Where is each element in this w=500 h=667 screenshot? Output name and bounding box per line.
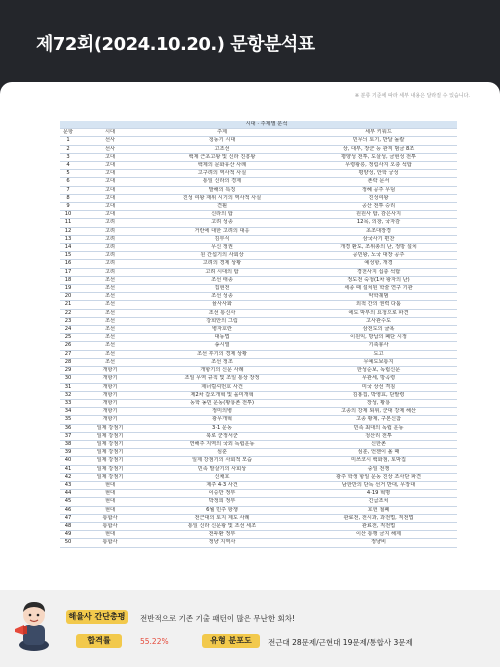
table-row xyxy=(60,481,457,489)
row-topic: 율사사화 xyxy=(144,301,300,309)
row-keywords: 정도전 숙청(1차 왕자의 난) xyxy=(300,276,457,284)
row-topic: 진성 여왕 재위 시기의 역사적 사실 xyxy=(144,194,300,202)
row-topic: 고조선 xyxy=(144,145,300,153)
row-era: 통합사 xyxy=(76,539,144,547)
table-row xyxy=(60,153,457,161)
row-keywords: 청산리 전투 xyxy=(300,432,457,440)
table-row xyxy=(60,539,457,547)
row-number: 38 xyxy=(60,440,76,448)
table-row xyxy=(60,506,457,514)
row-topic: 개항기의 신문 사례 xyxy=(144,367,300,375)
row-number: 43 xyxy=(60,481,76,489)
row-number: 21 xyxy=(60,301,76,309)
row-era: 고려 xyxy=(76,268,144,276)
row-keywords: 개경 환도, 조위총의 난, 정방 설치 xyxy=(300,244,457,252)
row-topic: 원 간섭기의 사회상 xyxy=(144,252,300,260)
pass-rate-value: 55.22% xyxy=(140,637,169,646)
row-era: 고려 xyxy=(76,235,144,243)
table-row xyxy=(60,457,457,465)
row-era: 고대 xyxy=(76,211,144,219)
row-era: 현대 xyxy=(76,498,144,506)
row-era: 일제 강점기 xyxy=(76,440,144,448)
row-keywords: 남한만의 단독 선거 반대, 무장대 xyxy=(300,481,457,489)
review-tag: 해율사 간단총평 xyxy=(66,610,128,624)
row-era: 조선 xyxy=(76,358,144,366)
table-row xyxy=(60,309,457,317)
table-row xyxy=(60,416,457,424)
table-row xyxy=(60,186,457,194)
table-row xyxy=(60,293,457,301)
table-body xyxy=(60,137,457,547)
row-keywords: 민무늬 토기, 반달 돌칼 xyxy=(300,137,457,145)
row-era: 선사 xyxy=(76,145,144,153)
row-era: 현대 xyxy=(76,490,144,498)
row-number: 4 xyxy=(60,162,76,170)
row-era: 조선 xyxy=(76,285,144,293)
row-keywords: 광주 학생 항일 운동 진상 조사단 파견 xyxy=(300,473,457,481)
row-era: 개항기 xyxy=(76,375,144,383)
row-topic: 통일 신라 신문왕 및 조선 세조 xyxy=(144,522,300,530)
row-keywords: 정혜 공주 무덤 xyxy=(300,186,457,194)
row-keywords: 예성항, 개경 xyxy=(300,260,457,268)
row-topic: 박정희 정부 xyxy=(144,498,300,506)
row-topic: 일제 강점기의 사회적 모습 xyxy=(144,457,300,465)
row-number: 33 xyxy=(60,399,76,407)
row-number: 31 xyxy=(60,383,76,391)
row-keywords: 상, 대부, 장군 등 관직 범금 8조 xyxy=(300,145,457,153)
row-number: 26 xyxy=(60,342,76,350)
row-number: 27 xyxy=(60,350,76,358)
row-number: 36 xyxy=(60,424,76,432)
row-number: 30 xyxy=(60,375,76,383)
table-row xyxy=(60,350,457,358)
table-row xyxy=(60,137,457,145)
row-number: 15 xyxy=(60,252,76,260)
row-number: 39 xyxy=(60,449,76,457)
row-keywords: 촌락 문서 xyxy=(300,178,457,186)
row-topic: 백제의 문화유산 사례 xyxy=(144,162,300,170)
row-keywords: 진성여왕 xyxy=(300,194,457,202)
row-number: 48 xyxy=(60,522,76,530)
row-era: 조선 xyxy=(76,301,144,309)
row-number: 10 xyxy=(60,211,76,219)
row-keywords: 무예도보통지 xyxy=(300,358,457,366)
row-keywords: 세종 때 설치된 학술 연구 기관 xyxy=(300,285,457,293)
row-era: 고려 xyxy=(76,227,144,235)
table-row xyxy=(60,432,457,440)
table-row xyxy=(60,514,457,522)
row-era: 통합사 xyxy=(76,514,144,522)
table-row xyxy=(60,162,457,170)
table-row xyxy=(60,145,457,153)
row-keywords: 신한촌 xyxy=(300,440,457,448)
row-era: 개항기 xyxy=(76,391,144,399)
row-keywords: 미쓰코시 백화점, 토막집 xyxy=(300,457,457,465)
mascot-megaphone-icon xyxy=(14,595,54,651)
table-row xyxy=(60,408,457,416)
row-era: 현대 xyxy=(76,506,144,514)
row-era: 일제 강점기 xyxy=(76,473,144,481)
row-keywords: 평양성 전투, 도살성, 금현성 전투 xyxy=(300,153,457,161)
row-keywords: 평양성, 안학 궁성 xyxy=(300,170,457,178)
row-keywords: 민족 최대의 독립 운동 xyxy=(300,424,457,432)
table-section-title: 시대 · 주제별 분석 xyxy=(76,121,457,129)
row-topic: 정미의병 xyxy=(144,408,300,416)
row-topic: 조일 무역 규칙 및 조일 통상 장정 xyxy=(144,375,300,383)
row-number: 45 xyxy=(60,498,76,506)
row-number: 42 xyxy=(60,473,76,481)
row-era: 일제 강점기 xyxy=(76,424,144,432)
table-row xyxy=(60,399,457,407)
row-era: 일제 강점기 xyxy=(76,449,144,457)
row-era: 고대 xyxy=(76,203,144,211)
row-keywords: 공산 전투 승리 xyxy=(300,203,457,211)
row-keywords: 경천사지 십층 석탑 xyxy=(300,268,457,276)
table-row xyxy=(60,334,457,342)
table-row xyxy=(60,219,457,227)
row-number: 18 xyxy=(60,276,76,284)
row-topic: 송시열 xyxy=(144,342,300,350)
row-number: 23 xyxy=(60,317,76,325)
table-row xyxy=(60,358,457,366)
row-topic: 견훤 xyxy=(144,203,300,211)
row-keywords: 한성순보, 독립신문 xyxy=(300,367,457,375)
row-number: 3 xyxy=(60,153,76,161)
row-era: 조선 xyxy=(76,334,144,342)
row-keywords: 12목, 의창, 국자감 xyxy=(300,219,457,227)
row-era: 조선 xyxy=(76,317,144,325)
row-topic: 동학 농민 운동(황룡촌 전투) xyxy=(144,399,300,407)
row-topic: 신채호 xyxy=(144,473,300,481)
row-era: 조선 xyxy=(76,309,144,317)
row-topic: 고려의 경제 상황 xyxy=(144,260,300,268)
row-keywords: 중일 전쟁 xyxy=(300,465,457,473)
row-number: 22 xyxy=(60,309,76,317)
row-topic: 광무개혁 xyxy=(144,416,300,424)
row-keywords: 에도 막부의 요청으로 파견 xyxy=(300,309,457,317)
row-keywords: 호헌 철폐 xyxy=(300,506,457,514)
table-row xyxy=(60,285,457,293)
table-row xyxy=(60,194,457,202)
table-row xyxy=(60,449,457,457)
row-topic: 집현전 xyxy=(144,285,300,293)
row-topic: 심훈 xyxy=(144,449,300,457)
row-number: 12 xyxy=(60,227,76,235)
row-number: 25 xyxy=(60,334,76,342)
row-keywords: 무관세, 방곡령 xyxy=(300,375,457,383)
row-topic: 무신 정권 xyxy=(144,244,300,252)
pass-rate-tag: 합격률 xyxy=(76,634,122,648)
row-topic: 강희안의 그림 xyxy=(144,317,300,325)
table-row xyxy=(60,326,457,334)
row-number: 49 xyxy=(60,531,76,539)
table-row xyxy=(60,317,457,325)
table-row xyxy=(60,383,457,391)
row-era: 개항기 xyxy=(76,383,144,391)
row-keywords: 고종 황제, 구본신참 xyxy=(300,416,457,424)
type-distribution-text: 전근대 28문제/근현대 19문제/통합사 3문제 xyxy=(268,638,413,647)
row-topic: 제주 4·3 사건 xyxy=(144,481,300,489)
row-keywords: 관료전, 전시과, 과전법, 직전법 xyxy=(300,514,457,522)
row-topic: 전근대의 토지 제도 사례 xyxy=(144,514,300,522)
row-topic: 거란에 대한 고려의 대응 xyxy=(144,227,300,235)
row-era: 현대 xyxy=(76,531,144,539)
page-title: 제72회(2024.10.20.) 문항분석표 xyxy=(36,34,315,55)
row-topic: 병자호란 xyxy=(144,326,300,334)
row-topic: 김부식 xyxy=(144,235,300,243)
row-era: 고대 xyxy=(76,178,144,186)
table-row xyxy=(60,301,457,309)
table-row xyxy=(60,367,457,375)
row-topic: 통일 신라의 경제 xyxy=(144,178,300,186)
row-keywords: 이원익, 방납의 폐단 시정 xyxy=(300,334,457,342)
table-row xyxy=(60,522,457,530)
row-era: 개항기 xyxy=(76,399,144,407)
row-era: 고대 xyxy=(76,186,144,194)
table-row xyxy=(60,244,457,252)
table-row xyxy=(60,498,457,506)
row-keywords: 심훈, 언젠이 올 때 xyxy=(300,449,457,457)
row-number: 8 xyxy=(60,194,76,202)
table-row xyxy=(60,342,457,350)
row-keywords: 초조대장경 xyxy=(300,227,457,235)
row-era: 현대 xyxy=(76,481,144,489)
row-topic: 제2차 갑오개혁 및 을미개혁 xyxy=(144,391,300,399)
row-keywords: 관료전, 직전법 xyxy=(300,522,457,530)
column-header-number: 문항 xyxy=(60,129,76,137)
column-header-topic: 주제 xyxy=(144,129,300,137)
table-row xyxy=(60,440,457,448)
table-row xyxy=(60,465,457,473)
table-row xyxy=(60,490,457,498)
row-keywords: 공민왕, 노국 대장 공주 xyxy=(300,252,457,260)
row-topic: 발해의 특징 xyxy=(144,186,300,194)
row-number: 13 xyxy=(60,235,76,243)
row-topic: 정냥 지역사 xyxy=(144,539,300,547)
row-era: 일제 강점기 xyxy=(76,457,144,465)
row-number: 47 xyxy=(60,514,76,522)
row-topic: 고려 시대의 탑 xyxy=(144,268,300,276)
row-topic: 3·1 운동 xyxy=(144,424,300,432)
row-era: 고대 xyxy=(76,170,144,178)
column-header-era: 시대 xyxy=(76,129,144,137)
row-era: 선사 xyxy=(76,137,144,145)
row-topic: 민족 말살기의 사회상 xyxy=(144,465,300,473)
table-row xyxy=(60,235,457,243)
table-row xyxy=(60,268,457,276)
table-row xyxy=(60,252,457,260)
row-number: 46 xyxy=(60,506,76,514)
row-number: 34 xyxy=(60,408,76,416)
row-topic: 신라의 탑 xyxy=(144,211,300,219)
row-number: 24 xyxy=(60,326,76,334)
row-topic: 연해주 지역의 국외 독립운동 xyxy=(144,440,300,448)
row-keywords: 무령왕릉, 정림사지 오층 석탑 xyxy=(300,162,457,170)
row-topic: 북로 군정서군 xyxy=(144,432,300,440)
row-number: 44 xyxy=(60,490,76,498)
review-text: 전반적으로 기존 기출 패턴이 많은 무난한 회차! xyxy=(140,614,295,623)
table-row xyxy=(60,227,457,235)
row-topic: 고려 성종 xyxy=(144,219,300,227)
row-number: 50 xyxy=(60,539,76,547)
row-number: 14 xyxy=(60,244,76,252)
row-topic: 대동법 xyxy=(144,334,300,342)
row-era: 일제 강점기 xyxy=(76,432,144,440)
row-keywords: 고종의 강제 퇴위, 군대 강제 해산 xyxy=(300,408,457,416)
row-number: 5 xyxy=(60,170,76,178)
row-keywords: 4·19 혁명 xyxy=(300,490,457,498)
row-keywords: 기축봉사 xyxy=(300,342,457,350)
row-number: 28 xyxy=(60,358,76,366)
row-topic: 조선 후기의 경제 상황 xyxy=(144,350,300,358)
row-keywords: 도고 xyxy=(300,350,457,358)
row-era: 개항기 xyxy=(76,367,144,375)
row-number: 6 xyxy=(60,178,76,186)
row-topic: 조선 태종 xyxy=(144,276,300,284)
row-keywords: 삼국사기 편찬 xyxy=(300,235,457,243)
table-row xyxy=(60,260,457,268)
table-row xyxy=(60,276,457,284)
row-number: 37 xyxy=(60,432,76,440)
row-keywords: 미국 상선 격침 xyxy=(300,383,457,391)
classification-note: ※ 분류 기준에 따라 세부 내용은 달라질 수 있습니다. xyxy=(354,93,470,99)
row-topic: 이승만 정부 xyxy=(144,490,300,498)
row-number: 40 xyxy=(60,457,76,465)
row-topic: 조선 성종 xyxy=(144,293,300,301)
table-row xyxy=(60,170,457,178)
row-topic: 조선 정조 xyxy=(144,358,300,366)
row-topic: 제너럴셔먼호 사건 xyxy=(144,383,300,391)
column-header-keywords: 세부 키워드 xyxy=(300,129,457,137)
row-keywords: 삼전도의 굴욕 xyxy=(300,326,457,334)
row-topic: 백제 근초고왕 및 신라 진흥왕 xyxy=(144,153,300,161)
row-number: 11 xyxy=(60,219,76,227)
row-keywords: 정냥비 xyxy=(300,539,457,547)
table-row xyxy=(60,203,457,211)
table-row xyxy=(60,178,457,186)
row-topic: 6월 민주 항쟁 xyxy=(144,506,300,514)
row-keywords: 외척 간의 권력 다툼 xyxy=(300,301,457,309)
table-row xyxy=(60,531,457,539)
row-era: 조선 xyxy=(76,350,144,358)
row-era: 고대 xyxy=(76,194,144,202)
row-era: 고대 xyxy=(76,153,144,161)
row-number: 7 xyxy=(60,186,76,194)
row-era: 고려 xyxy=(76,244,144,252)
row-topic: 고구려의 역사적 사실 xyxy=(144,170,300,178)
table-row xyxy=(60,424,457,432)
row-era: 고려 xyxy=(76,252,144,260)
row-keywords: 김홍집, 박영효, 단발령 xyxy=(300,391,457,399)
row-topic: 청동기 시대 xyxy=(144,137,300,145)
row-era: 일제 강점기 xyxy=(76,465,144,473)
table-row xyxy=(60,375,457,383)
row-era: 조선 xyxy=(76,342,144,350)
table-row xyxy=(60,391,457,399)
row-keywords: 고사관수도 xyxy=(300,317,457,325)
row-era: 고려 xyxy=(76,219,144,227)
analysis-table xyxy=(60,121,457,548)
row-keywords: 긴급조치 xyxy=(300,498,457,506)
row-era: 개항기 xyxy=(76,416,144,424)
row-era: 통합사 xyxy=(76,522,144,530)
row-topic: 조선 통신사 xyxy=(144,309,300,317)
type-distribution-tag: 유형 분포도 xyxy=(202,634,260,648)
footer-panel xyxy=(0,590,500,667)
row-number: 32 xyxy=(60,391,76,399)
row-number: 35 xyxy=(60,416,76,424)
row-era: 고대 xyxy=(76,162,144,170)
row-keywords: 악학궤범 xyxy=(300,293,457,301)
row-number: 29 xyxy=(60,367,76,375)
row-number: 2 xyxy=(60,145,76,153)
row-number: 17 xyxy=(60,268,76,276)
row-keywords: 원원사 탑, 감은사지 xyxy=(300,211,457,219)
table-row xyxy=(60,211,457,219)
row-era: 고려 xyxy=(76,260,144,268)
row-number: 41 xyxy=(60,465,76,473)
row-keywords: 이산 통행 금지 해제 xyxy=(300,531,457,539)
row-era: 조선 xyxy=(76,276,144,284)
row-number: 20 xyxy=(60,293,76,301)
row-era: 개항기 xyxy=(76,408,144,416)
row-number: 1 xyxy=(60,137,76,145)
row-number: 16 xyxy=(60,260,76,268)
row-era: 조선 xyxy=(76,293,144,301)
row-number: 19 xyxy=(60,285,76,293)
row-number: 9 xyxy=(60,203,76,211)
row-topic: 전두환 정부 xyxy=(144,531,300,539)
table-row xyxy=(60,473,457,481)
row-keywords: 장성, 황룡 xyxy=(300,399,457,407)
row-era: 조선 xyxy=(76,326,144,334)
